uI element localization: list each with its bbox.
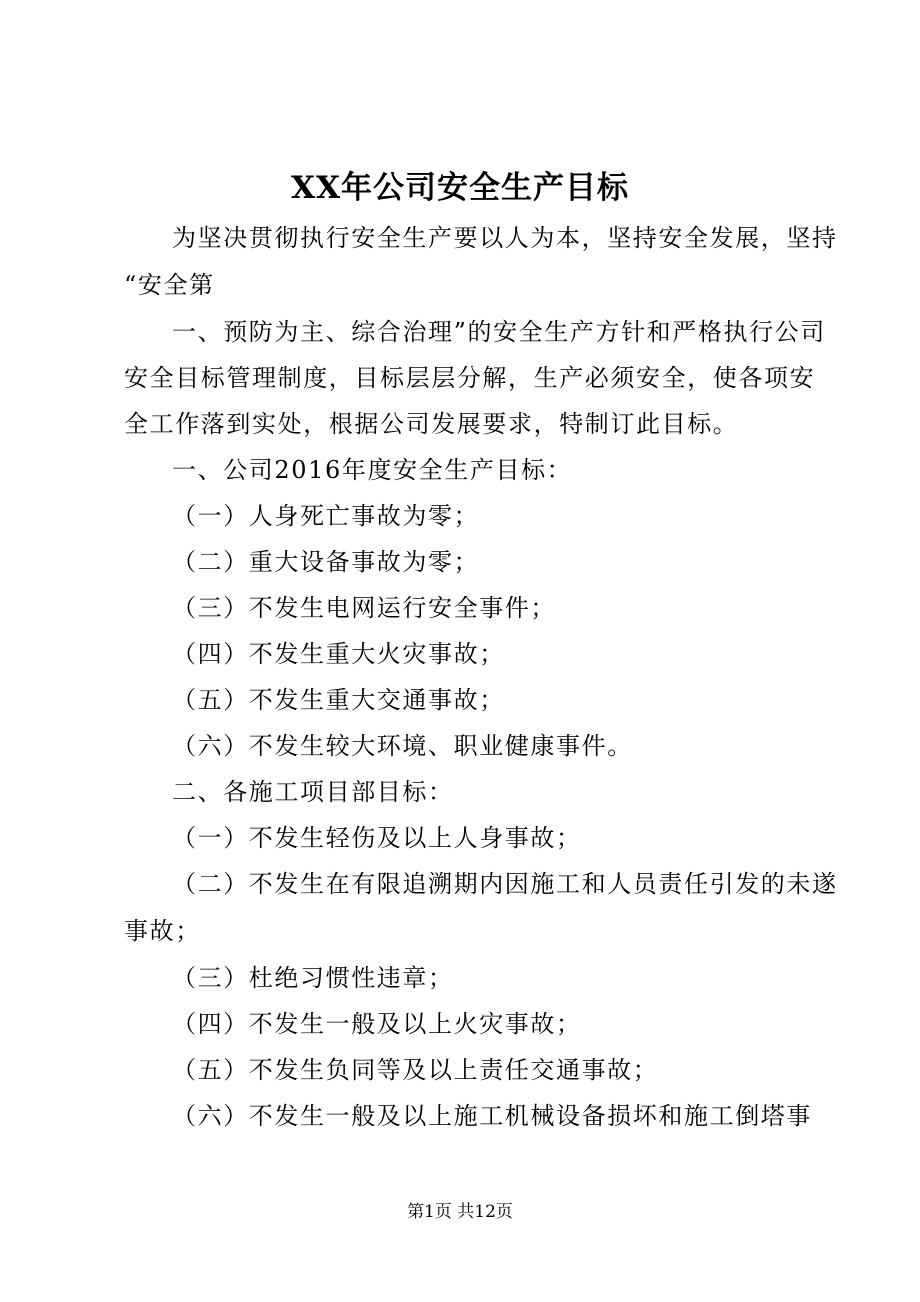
list-item: （六）不发生较大环境、职业健康事件。: [172, 732, 633, 760]
list-item: （三）不发生电网运行安全事件；: [172, 594, 556, 622]
list-item: （五）不发生负同等及以上责任交通事故；: [172, 1056, 659, 1084]
list-item: （三）杜绝习惯性违章；: [172, 964, 454, 992]
body-line: 安全目标管理制度，目标层层分解，生产必须安全，使各项安: [124, 364, 816, 392]
body-line: 一、预防为主、综合治理”的安全生产方针和严格执行公司: [172, 318, 826, 346]
list-item: （二）重大设备事故为零；: [172, 548, 480, 576]
list-item: （二）不发生在有限追溯期内因施工和人员责任引发的未遂: [172, 870, 838, 898]
body-line: “安全第: [124, 271, 215, 299]
body-line: 为坚决贯彻执行安全生产要以人为本，坚持安全发展，坚持: [172, 224, 838, 252]
list-item-continuation: 事故；: [124, 917, 201, 945]
list-item: （四）不发生一般及以上火灾事故；: [172, 1010, 582, 1038]
list-item: （一）不发生轻伤及以上人身事故；: [172, 824, 582, 852]
list-item: （一）人身死亡事故为零；: [172, 502, 480, 530]
list-item: （六）不发生一般及以上施工机械设备损坏和施工倒塔事: [172, 1102, 812, 1130]
section-heading: 一、公司2016年度安全生产目标：: [172, 456, 573, 484]
page-number-footer: 第1页 共12页: [407, 1202, 513, 1222]
document-title: XX年公司安全生产目标: [290, 170, 630, 206]
section-heading: 二、各施工项目部目标：: [172, 778, 454, 806]
list-item: （四）不发生重大火灾事故；: [172, 640, 505, 668]
list-item: （五）不发生重大交通事故；: [172, 686, 505, 714]
body-line: 全工作落到实处，根据公司发展要求，特制订此目标。: [124, 410, 739, 438]
